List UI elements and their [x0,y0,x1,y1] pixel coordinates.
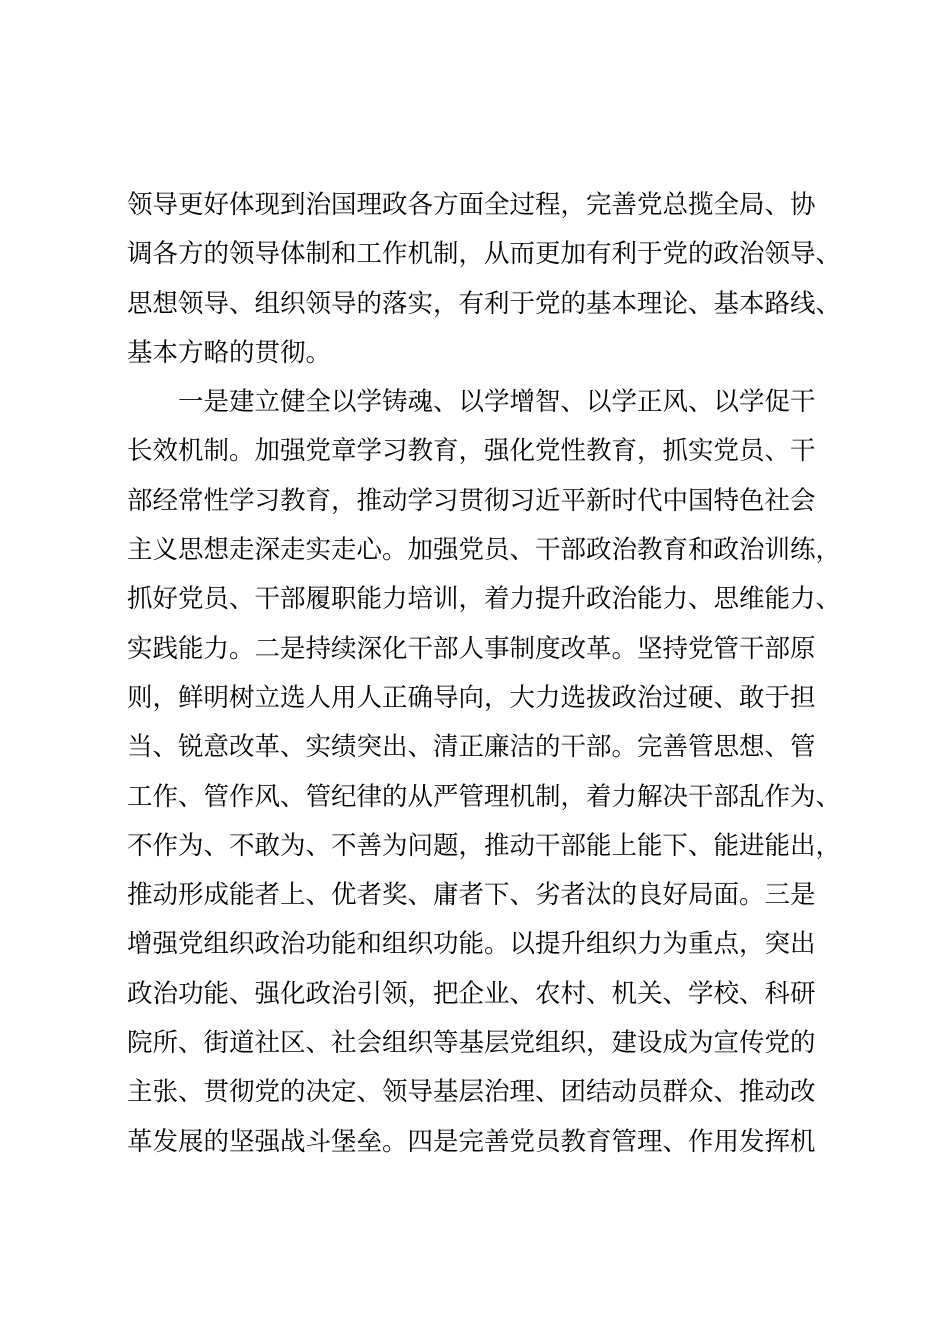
text-line: 一是建立健全以学铸魂、以学增智、以学正风、以学促干 [127,387,816,418]
text-line: 长效机制。加强党章学习教育，强化党性教育，抓实党员、干 [127,436,816,467]
text-line: 则，鲜明树立选人用人正确导向，大力选拔政治过硬、敢于担 [127,682,816,713]
text-line: 当、锐意改革、实绩突出、清正廉洁的干部。完善管思想、管 [127,732,816,763]
text-line: 增强党组织政治功能和组织功能。以提升组织力为重点，突出 [127,929,816,960]
text-line: 主义思想走深走实走心。加强党员、干部政治教育和政治训练， [127,535,842,566]
text-line: 不作为、不敢为、不善为问题，推动干部能上能下、能进能出， [127,830,842,861]
text-line: 思想领导、组织领导的落实，有利于党的基本理论、基本路线、 [127,288,842,319]
text-line: 抓好党员、干部履职能力培训，着力提升政治能力、思维能力、 [127,584,842,615]
text-line: 实践能力。二是持续深化干部人事制度改革。坚持党管干部原 [127,633,816,664]
text-line: 工作、管作风、管纪律的从严管理机制，着力解决干部乱作为、 [127,781,842,812]
text-line: 领导更好体现到治国理政各方面全过程，完善党总揽全局、协 [127,190,816,220]
text-line: 院所、街道社区、社会组织等基层党组织，建设成为宣传党的 [127,1028,816,1059]
text-line: 调各方的领导体制和工作机制，从而更加有利于党的政治领导、 [127,239,842,270]
text-line: 推动形成能者上、优者奖、庸者下、劣者汰的良好局面。三是 [127,880,816,911]
text-line: 基本方略的贯彻。 [127,337,332,368]
text-line: 革发展的坚强战斗堡垒。四是完善党员教育管理、作用发挥机 [127,1126,816,1157]
text-line: 主张、贯彻党的决定、领导基层治理、团结动员群众、推动改 [127,1077,816,1108]
text-line: 政治功能、强化政治引领，把企业、农村、机关、学校、科研 [127,978,816,1009]
body-text [127,181,857,1167]
text-line: 部经常性学习教育，推动学习贯彻习近平新时代中国特色社会 [127,485,816,516]
